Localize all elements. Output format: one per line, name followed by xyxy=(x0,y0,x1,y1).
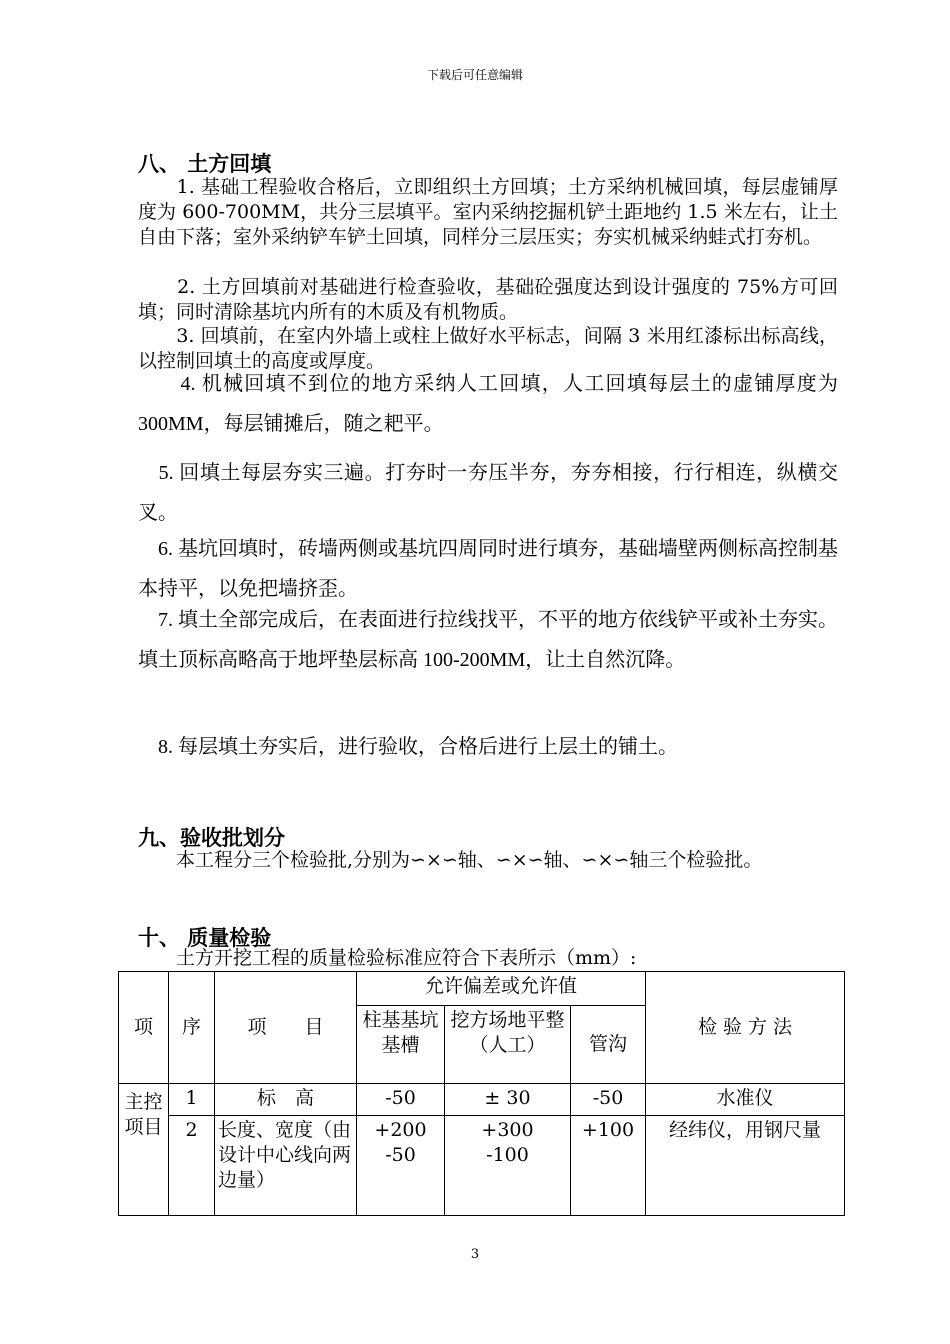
table-row-seq: 1 xyxy=(169,1084,215,1116)
section-8-para-1: 1. 基础工程验收合格后，立即组织土方回填；土方采纳机械回填，每层虚铺厚度为 600-700MM，共分三层填平。室内采纳挖掘机铲土距地约 1.5 米左右，让土自由下落；室外采纳铲车铲土回填，同样分三层压实；夯实机械采纳蛙式打夯机。 xyxy=(138,176,838,248)
header-col-foundation: 柱基基坑基槽 xyxy=(357,1006,445,1084)
header-method: 检 验 方 法 xyxy=(646,972,845,1084)
header-seq: 序 xyxy=(169,972,215,1084)
table-row-c2: +300 -100 xyxy=(445,1116,571,1216)
table-row-method: 水准仪 xyxy=(646,1084,845,1116)
section-10-para-1: 土方开挖工程的质量检验标准应符合下表所示（mm）: xyxy=(138,947,637,969)
header-col-trench: 管沟 xyxy=(571,1006,646,1084)
header-col-site: 挖方场地平整（人工） xyxy=(445,1006,571,1084)
section-8-title: 八、 土方回填 xyxy=(138,152,272,176)
header-item: 项 xyxy=(119,972,169,1084)
section-8-para-2: 2. 土方回填前对基础进行检查验收，基础砼强度达到设计强度的 75%方可回填；同时清除基坑内所有的木质及有机物质。 xyxy=(138,276,838,323)
section-10-title: 十、 质量检验 xyxy=(138,926,272,950)
header-name: 项 目 xyxy=(215,972,357,1084)
group-label: 主控项目 xyxy=(119,1084,169,1216)
table-row-c1: +200 -50 xyxy=(357,1116,445,1216)
table-row-name: 长度、宽度（由设计中心线向两边量） xyxy=(215,1116,357,1216)
quality-inspection-table xyxy=(118,971,845,1216)
section-8-para-3: 3. 回填前，在室内外墙上或柱上做好水平标志，间隔 3 米用红漆标出标高线，以控制回填土的高度或厚度。 xyxy=(138,325,838,372)
section-8-para-8: 8. 每层填土夯实后，进行验收，合格后进行上层土的铺土。 xyxy=(138,736,678,758)
table-row-c3: +100 xyxy=(571,1116,646,1216)
section-8-para-7: 7. 填土全部完成后，在表面进行拉线找平，不平的地方依线铲平或补土夯实。填土顶标高略高于地坪垫层标高 100-200MM，让土自然沉降。 xyxy=(138,609,838,671)
section-9-para-1: 本工程分三个检验批,分别为∽×∽轴、∽×∽轴、∽×∽轴三个检验批。 xyxy=(138,849,763,871)
table-row-c2: ± 30 xyxy=(445,1084,571,1116)
page-header: 下载后可任意编辑 xyxy=(426,68,523,82)
section-8-para-4: 4. 机械回填不到位的地方采纳人工回填，人工回填每层土的虚铺厚度为 300MM，每层铺摊后，随之耙平。 xyxy=(138,373,838,435)
table-row-name: 标 高 xyxy=(215,1084,357,1116)
table-row-c1: -50 xyxy=(357,1084,445,1116)
page-number: 3 xyxy=(470,1247,480,1262)
header-deviation: 允许偏差或允许值 xyxy=(357,972,646,1006)
section-8-para-6: 6. 基坑回填时，砖墙两侧或基坑四周同时进行填夯，基础墙壁两侧标高控制基本持平，以免把墙挤歪。 xyxy=(138,538,838,600)
table-row-method: 经纬仪，用钢尺量 xyxy=(646,1116,845,1216)
section-8-para-5: 5. 回填土每层夯实三遍。打夯时一夯压半夯，夯夯相接，行行相连，纵横交叉。 xyxy=(138,462,838,524)
table-row-seq: 2 xyxy=(169,1116,215,1216)
section-9-title: 九、验收批划分 xyxy=(138,826,285,850)
table-row-c3: -50 xyxy=(571,1084,646,1116)
